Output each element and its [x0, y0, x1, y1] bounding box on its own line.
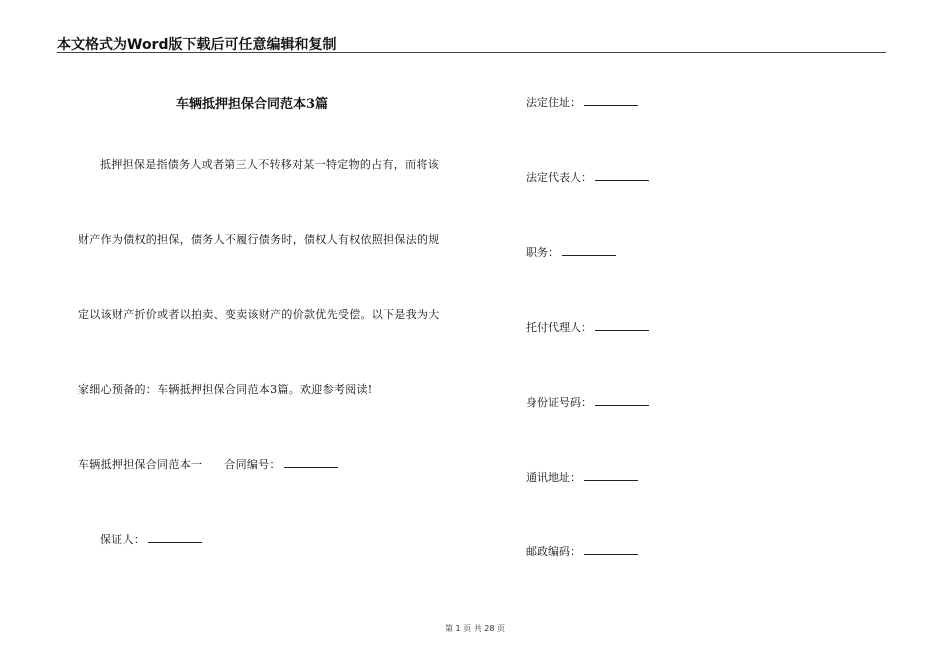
- postal-code-label: 邮政编码：: [526, 545, 581, 558]
- document-header-notice: 本文格式为Word版下载后可任意编辑和复制: [57, 37, 337, 53]
- intro-line-3: 定以该财产折价或者以拍卖、变卖该财产的价款优先受偿。以下是我为大: [78, 308, 440, 321]
- page-number-footer: 第 1 页 共 28 页: [445, 624, 505, 633]
- position-blank: [562, 245, 616, 256]
- id-number-blank: [595, 395, 649, 406]
- document-title: 车辆抵押担保合同范本3篇: [176, 97, 329, 112]
- contract-header-line: [78, 456, 338, 472]
- position-field: [526, 244, 616, 260]
- intro-line-2: 财产作为债权的担保，债务人不履行债务时，债权人有权依照担保法的规: [78, 233, 440, 246]
- guarantor-line: [100, 531, 202, 547]
- id-number-field: [526, 394, 649, 410]
- postal-code-field: [526, 543, 638, 559]
- authorized-agent-label: 托付代理人：: [526, 321, 592, 334]
- legal-address-field: [526, 94, 638, 110]
- authorized-agent-field: [526, 319, 649, 335]
- legal-representative-label: 法定代表人：: [526, 171, 592, 184]
- section-title: 车辆抵押担保合同范本一: [78, 458, 203, 471]
- intro-line-4: 家细心预备的：车辆抵押担保合同范本3篇。欢迎参考阅读!: [78, 383, 373, 396]
- mailing-address-label: 通讯地址：: [526, 471, 581, 484]
- intro-line-1: 抵押担保是指债务人或者第三人不转移对某一特定物的占有，而将该: [100, 158, 439, 171]
- guarantor-blank: [148, 532, 202, 543]
- legal-representative-field: [526, 169, 649, 185]
- contract-number-label: 合同编号：: [224, 458, 281, 471]
- id-number-label: 身份证号码：: [526, 396, 592, 409]
- contract-number-blank: [284, 457, 338, 468]
- mailing-address-blank: [584, 470, 638, 481]
- legal-address-blank: [584, 95, 638, 106]
- mailing-address-field: [526, 469, 638, 485]
- legal-address-label: 法定住址：: [526, 96, 581, 109]
- postal-code-blank: [584, 544, 638, 555]
- header-divider: [57, 52, 886, 53]
- authorized-agent-blank: [595, 320, 649, 331]
- legal-representative-blank: [595, 170, 649, 181]
- position-label: 职务：: [526, 246, 559, 259]
- guarantor-label: 保证人：: [100, 533, 146, 546]
